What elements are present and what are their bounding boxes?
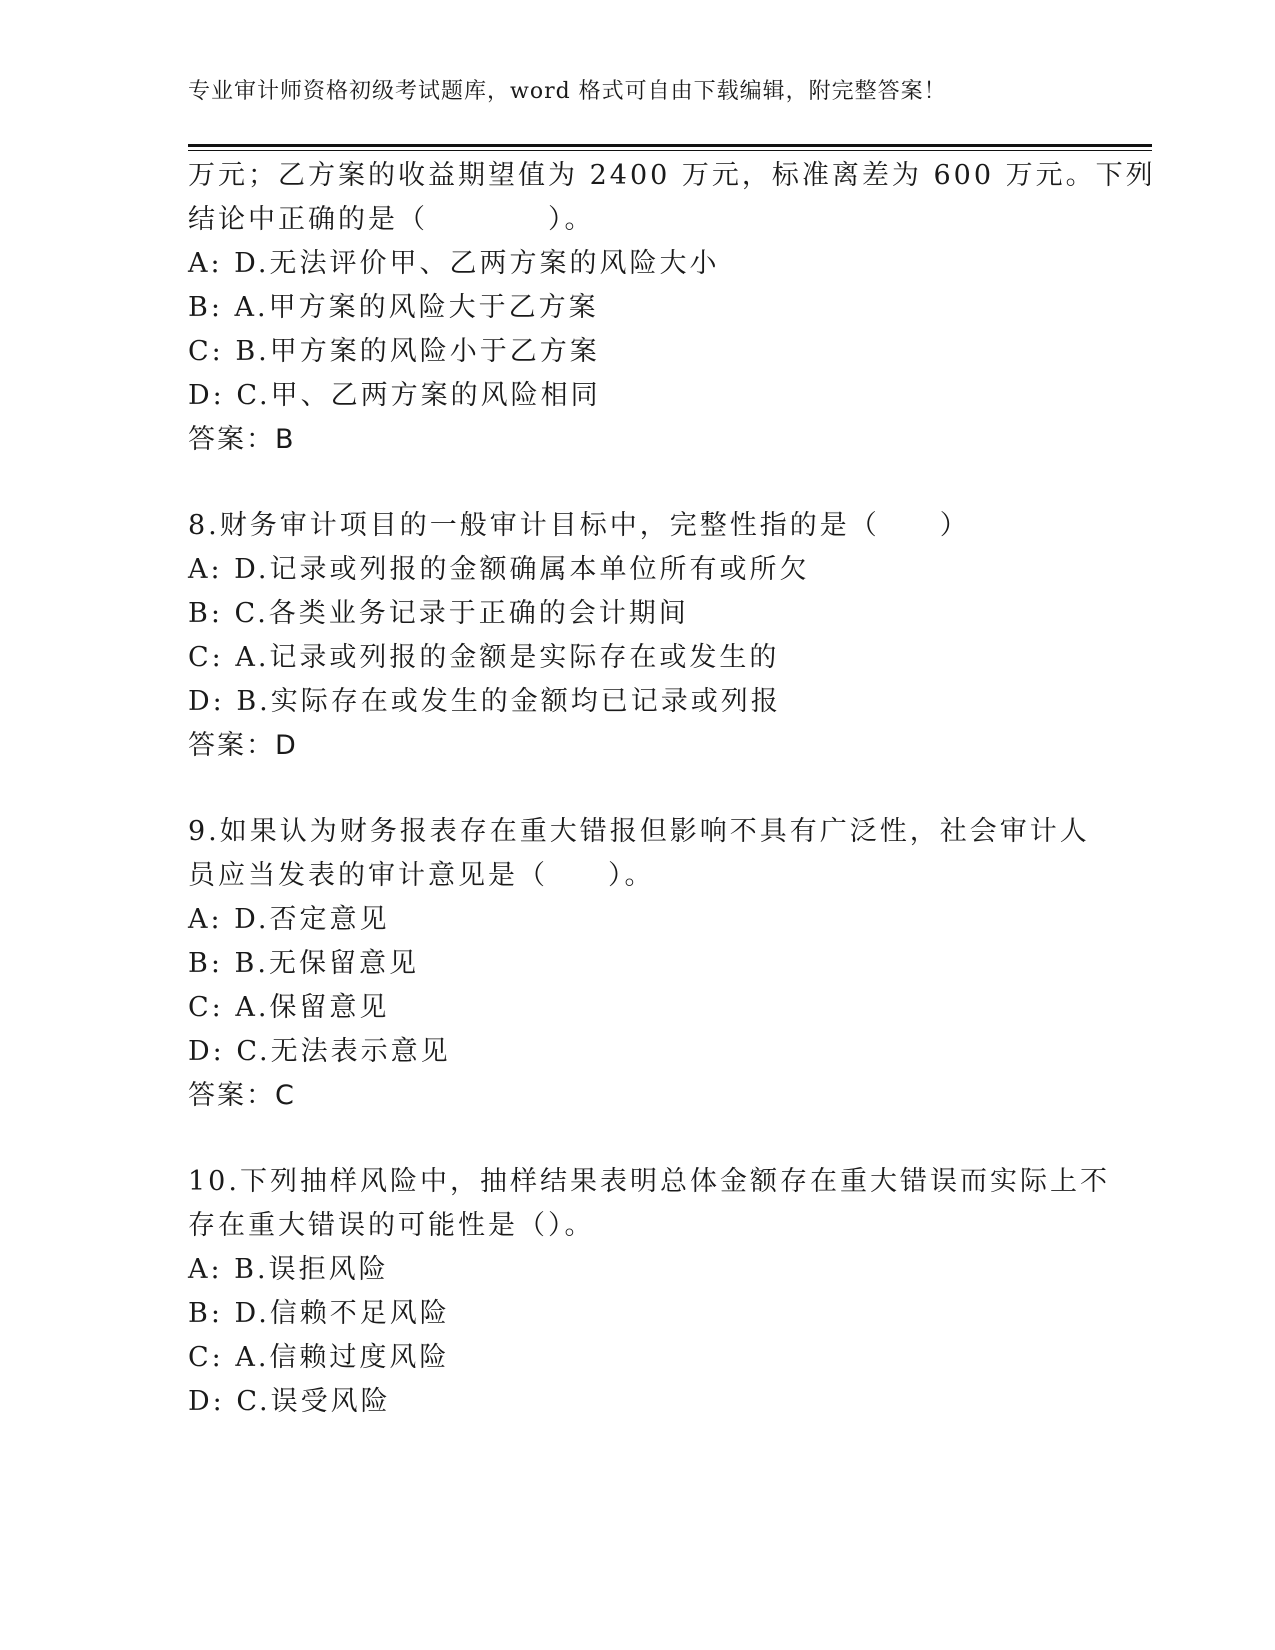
q10-option-a: A: B.误拒风险 xyxy=(188,1254,389,1285)
q9-option-c: C: A.保留意见 xyxy=(188,992,390,1023)
q10-option-c: C: A.信赖过度风险 xyxy=(188,1342,450,1373)
q7-answer: 答案：B xyxy=(188,424,296,455)
q8-option-a: A: D.记录或列报的金额确属本单位所有或所欠 xyxy=(188,554,810,585)
q10-stem-line-1: 10.下列抽样风险中，抽样结果表明总体金额存在重大错误而实际上不 xyxy=(188,1166,1110,1197)
q7-option-d: D: C.甲、乙两方案的风险相同 xyxy=(188,380,601,411)
q10-stem-line-2: 存在重大错误的可能性是（）。 xyxy=(188,1210,595,1241)
q7-option-a: A: D.无法评价甲、乙两方案的风险大小 xyxy=(188,248,720,279)
q7-stem-line-2: 结论中正确的是（ ）。 xyxy=(188,204,595,235)
q9-option-b: B: B.无保留意见 xyxy=(188,948,419,979)
q7-stem-line-1: 万元；乙方案的收益期望值为 2400 万元，标准离差为 600 万元。下列 xyxy=(188,160,1156,191)
q9-answer: 答案：C xyxy=(188,1080,296,1111)
q8-stem-line-1: 8.财务审计项目的一般审计目标中，完整性指的是（ ） xyxy=(188,510,970,541)
q9-stem-line-2: 员应当发表的审计意见是（ ）。 xyxy=(188,860,655,891)
q8-answer: 答案：D xyxy=(188,730,298,761)
q10-option-b: B: D.信赖不足风险 xyxy=(188,1298,450,1329)
header-rule-thick xyxy=(188,144,1152,147)
page-header: 专业审计师资格初级考试题库，word 格式可自由下载编辑，附完整答案！ xyxy=(188,79,947,104)
q8-option-c: C: A.记录或列报的金额是实际存在或发生的 xyxy=(188,642,780,673)
q9-option-a: A: D.否定意见 xyxy=(188,904,390,935)
q9-stem-line-1: 9.如果认为财务报表存在重大错报但影响不具有广泛性，社会审计人 xyxy=(188,816,1090,847)
q9-option-d: D: C.无法表示意见 xyxy=(188,1036,451,1067)
q7-option-b: B: A.甲方案的风险大于乙方案 xyxy=(188,292,599,323)
q7-option-c: C: B.甲方案的风险小于乙方案 xyxy=(188,336,600,367)
header-rule-thin xyxy=(188,150,1152,151)
q8-option-b: B: C.各类业务记录于正确的会计期间 xyxy=(188,598,689,629)
q8-option-d: D: B.实际存在或发生的金额均已记录或列报 xyxy=(188,686,781,717)
q10-option-d: D: C.误受风险 xyxy=(188,1386,391,1417)
